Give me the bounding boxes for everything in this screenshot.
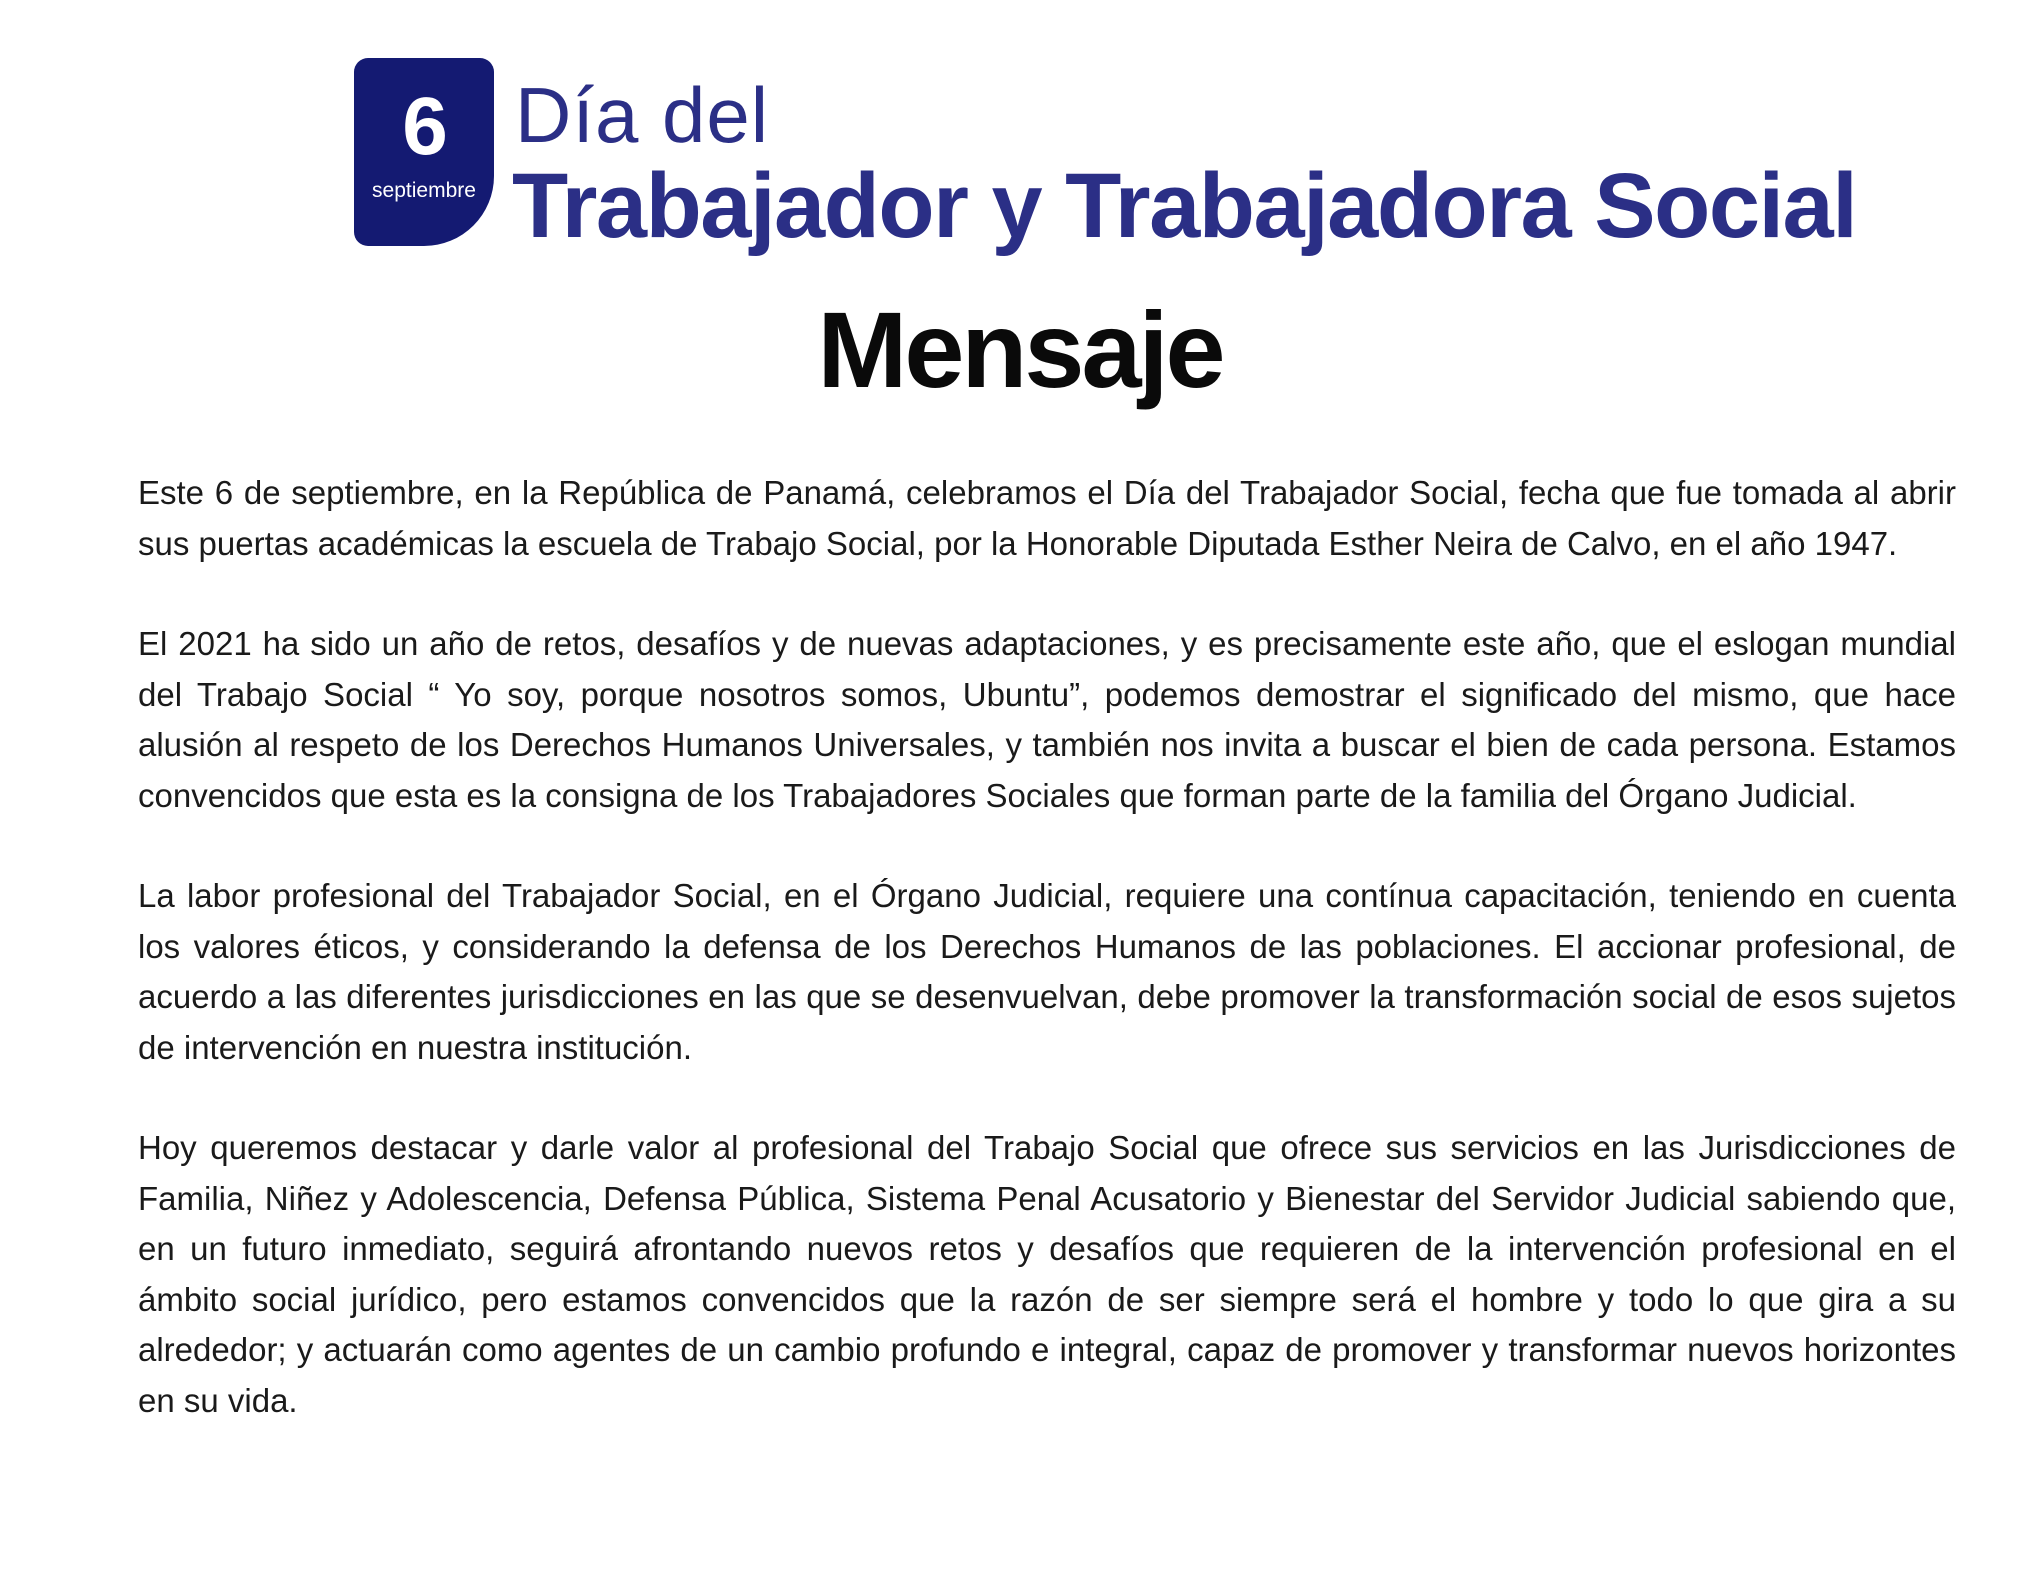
- header: [354, 58, 1857, 257]
- paragraph-1: Este 6 de septiembre, en la República de Panamá, celebramos el Día del Trabajador Social, fecha que fue tomada al abrir sus puertas académicas la escuela de Trabajo Social, por la Honorable Diputada Esther Neira de Calvo, en el año 1947.: [138, 474, 1956, 562]
- date-badge: [354, 58, 494, 246]
- date-month: septiembre: [372, 179, 476, 202]
- message-body: [138, 468, 1956, 1476]
- paragraph-4: Hoy queremos destacar y darle valor al profesional del Trabajo Social que ofrece sus servicios en las Jurisdicciones de Familia, Niñez y Adolescencia, Defensa Pública, Sistema Penal Acusatorio y Bienestar del Servidor Judicial sabiendo que, en un futuro inmediato, seguirá afrontando nuevos retos y desafíos que requieren de la intervención profesional en el ámbito social jurídico, pero estamos convencidos que la razón de ser siempre será el hombre y todo lo que gira a su alrededor; y actuarán como agentes de un cambio profundo e integral, capaz de promover y transformar nuevos horizontes en su vida.: [138, 1129, 1956, 1419]
- title-line2: Trabajador y Trabajadora Social: [512, 155, 1857, 257]
- page-title: Mensaje: [817, 289, 1223, 410]
- paragraph-3: La labor profesional del Trabajador Social, en el Órgano Judicial, requiere una contínua capacitación, teniendo en cuenta los valores éticos, y considerando la defensa de los Derechos Humanos de las poblaciones. El accionar profesional, de acuerdo a las diferentes jurisdicciones en las que se desenvuelvan, debe promover la transformación social de esos sujetos de intervención en nuestra institución.: [138, 877, 1956, 1066]
- date-day: 6: [402, 81, 446, 172]
- title-line1: Día del: [515, 71, 770, 159]
- paragraph-2: El 2021 ha sido un año de retos, desafíos y de nuevas adaptaciones, y es precisamente este año, que el eslogan mundial del Trabajo Social “ Yo soy, porque nosotros somos, Ubuntu”, podemos demostrar el significado del mismo, que hace alusión al respeto de los Derechos Humanos Universales, y también nos invita a buscar el bien de cada persona. Estamos convencidos que esta es la consigna de los Trabajadores Sociales que forman parte de la familia del Órgano Judicial.: [138, 625, 1956, 814]
